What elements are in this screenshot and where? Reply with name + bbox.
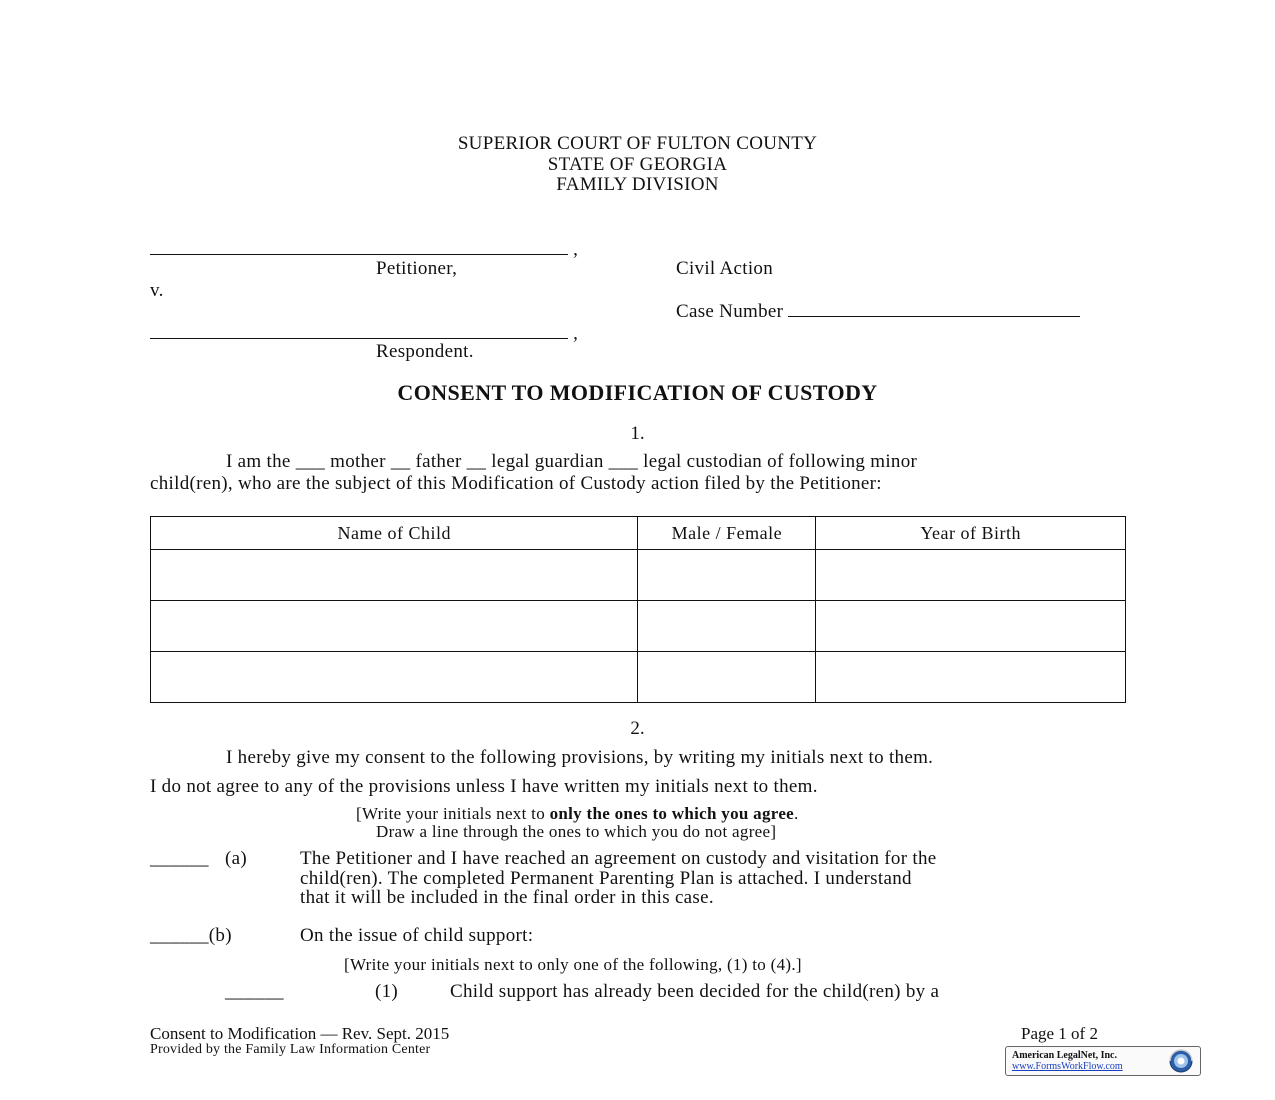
child-name-cell[interactable] [151, 601, 638, 652]
instruction-note [356, 804, 799, 824]
footer-form-name: Consent to Modification –– Rev. Sept. 2015 [150, 1024, 450, 1043]
respondent-name-field[interactable] [150, 322, 578, 345]
section-1-line2: child(ren), who are the subject of this Modification of Custody action filed by the Petitioner: [150, 473, 882, 494]
section-2-line1: I hereby give my consent to the following provisions, by writing my initials next to them. [226, 747, 934, 768]
respondent-label: Respondent. [376, 341, 474, 362]
civil-action-label: Civil Action [676, 258, 774, 279]
court-name: SUPERIOR COURT OF FULTON COUNTY [457, 133, 818, 154]
children-table [150, 516, 1126, 703]
comma: , [573, 239, 579, 260]
item-a-initials-blank[interactable]: ______ [150, 848, 209, 869]
comma: , [573, 323, 579, 344]
badge-company: American LegalNet, Inc. [1012, 1050, 1117, 1061]
section-1-number: 1. [630, 423, 645, 444]
table-header-row [151, 517, 1126, 550]
item-b-initials-blank[interactable]: ______(b) [150, 925, 232, 946]
section-2-line2: I do not agree to any of the provisions unless I have written my initials next to them. [150, 776, 818, 797]
item-1-text: Child support has already been decided for the child(ren) by a [450, 981, 940, 1002]
column-name-of-child: Name of Child [151, 517, 638, 550]
legalnet-badge[interactable] [1005, 1046, 1201, 1076]
child-sex-cell[interactable] [638, 652, 816, 703]
section-2-number: 2. [630, 718, 645, 739]
child-name-cell[interactable] [151, 652, 638, 703]
child-birth-year-cell[interactable] [816, 652, 1126, 703]
child-name-cell[interactable] [151, 550, 638, 601]
versus-label: v. [150, 280, 164, 301]
petitioner-label: Petitioner, [376, 258, 458, 279]
item-a-line3: that it will be included in the final order in this case. [300, 887, 714, 908]
document-title: CONSENT TO MODIFICATION OF CUSTODY [397, 380, 878, 405]
child-birth-year-cell[interactable] [816, 550, 1126, 601]
table-row [151, 652, 1126, 703]
item-a-label: (a) [225, 848, 247, 869]
footer-provider: Provided by the Family Law Information Center [150, 1042, 431, 1057]
note-suffix: . [794, 804, 799, 823]
case-number-row [676, 300, 1080, 323]
globe-logo-icon [1165, 1047, 1197, 1075]
instruction-note-line2: Draw a line through the ones to which you do not agree] [376, 822, 777, 841]
item-b-note: [Write your initials next to only one of the following, (1) to (4).] [344, 955, 802, 974]
item-a-line2: child(ren). The completed Permanent Parenting Plan is attached. I understand [300, 868, 912, 889]
child-sex-cell[interactable] [638, 601, 816, 652]
page-number: Page 1 of 2 [1021, 1024, 1098, 1043]
table-row [151, 601, 1126, 652]
court-division: FAMILY DIVISION [556, 174, 719, 195]
petitioner-name-field[interactable] [150, 238, 578, 261]
child-sex-cell[interactable] [638, 550, 816, 601]
note-prefix: [Write your initials next to [356, 804, 550, 823]
item-a-line1: The Petitioner and I have reached an agreement on custody and visitation for the [300, 848, 937, 869]
item-b-text: On the issue of child support: [300, 925, 534, 946]
badge-link[interactable]: www.FormsWorkFlow.com [1012, 1061, 1123, 1072]
column-male-female: Male / Female [638, 517, 816, 550]
item-1-initials-blank[interactable]: ______ [225, 981, 284, 1002]
note-bold: only the ones to which you agree [549, 804, 795, 823]
court-state: STATE OF GEORGIA [547, 154, 728, 175]
item-1-label: (1) [375, 981, 399, 1002]
case-number-field[interactable] [788, 300, 1080, 317]
case-number-label: Case Number [676, 301, 784, 322]
section-1-line1: I am the ___ mother __ father __ legal guardian ___ legal custodian of following minor [226, 451, 918, 472]
table-row [151, 550, 1126, 601]
child-birth-year-cell[interactable] [816, 601, 1126, 652]
column-year-of-birth: Year of Birth [816, 517, 1126, 550]
